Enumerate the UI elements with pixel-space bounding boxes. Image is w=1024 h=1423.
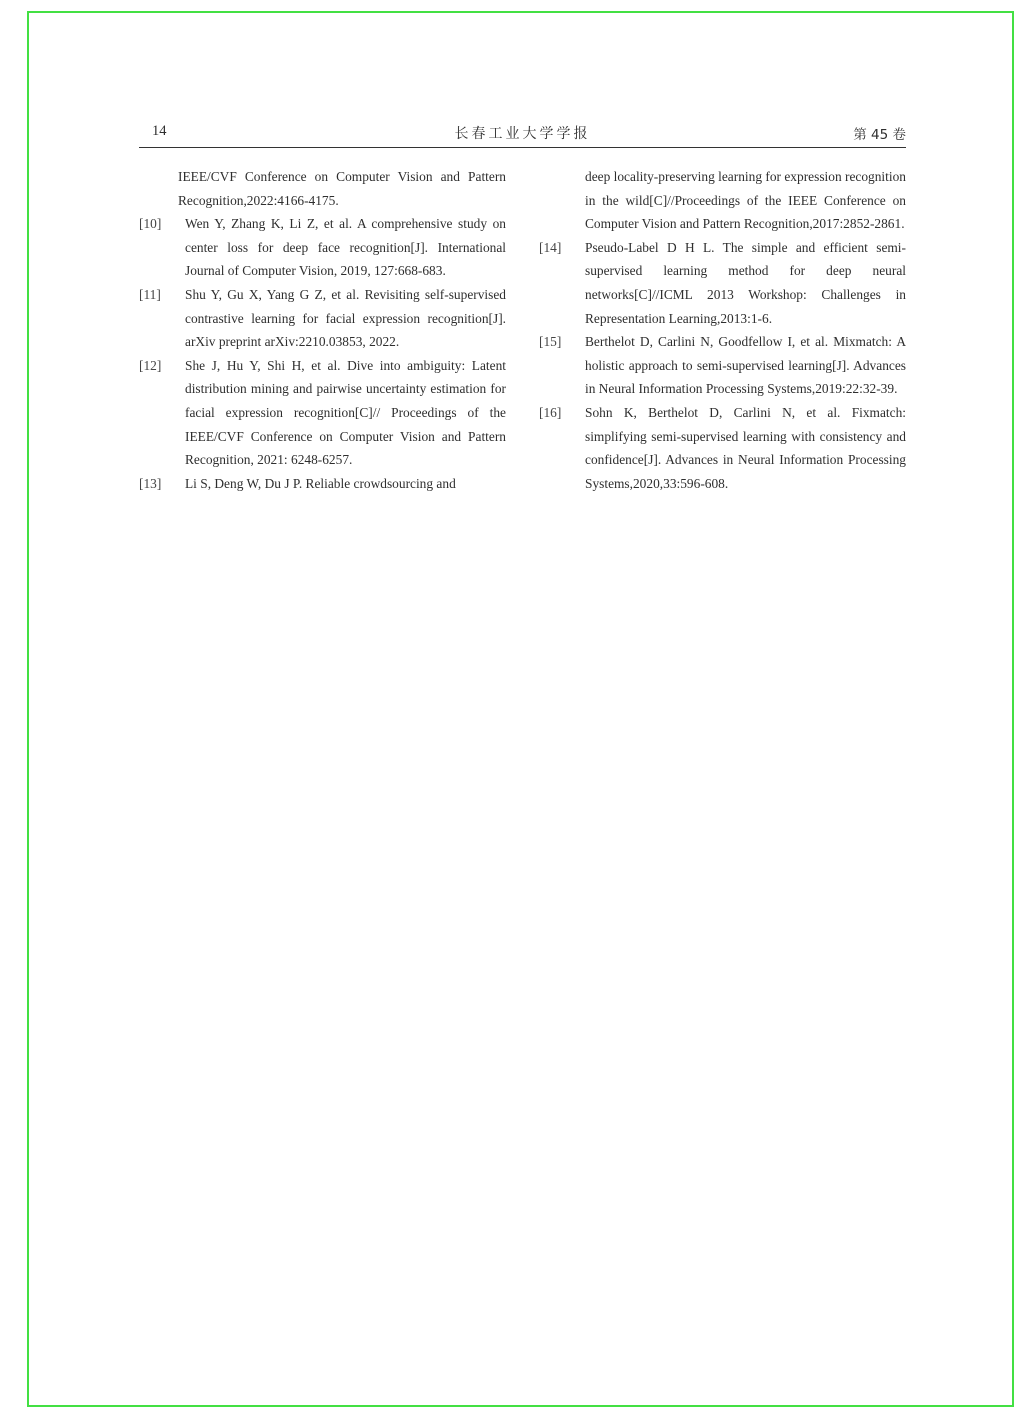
running-header [139, 120, 906, 148]
volume-label: 第 45 卷 [853, 127, 906, 143]
reference-text: She J, Hu Y, Shi H, et al. Dive into ambiguity: Latent distribution mining and pairwise uncertainty estimation for facial expression recognition[C]// Proceedings of the IEEE/CVF Conference on Computer Vision and Pattern Recognition, 2021: 6248-6257. [185, 357, 506, 468]
reference-number: [13] [139, 475, 162, 491]
reference-column-left [139, 165, 506, 495]
reference-item [539, 236, 906, 330]
reference-number: [11] [139, 286, 161, 302]
reference-text: Wen Y, Zhang K, Li Z, et al. A comprehensive study on center loss for deep face recognition[J]. International Journal of Computer Vision, 2019, 127:668-683. [185, 216, 506, 279]
reference-text: Sohn K, Berthelot D, Carlini N, et al. Fixmatch: simplifying semi-supervised learning with consistency and confidence[J]. Advances in Neural Information Processing Systems,2020,33:596-608. [585, 404, 906, 491]
reference-item [539, 330, 906, 401]
reference-continuation: deep locality-preserving learning for expression recognition in the wild[C]//Proceedings of the IEEE Conference on Computer Vision and Pattern Recognition,2017:2852-2861. [585, 169, 906, 232]
reference-number: [16] [539, 404, 562, 420]
reference-number: [15] [539, 334, 562, 350]
reference-item [139, 354, 506, 472]
reference-item [139, 283, 506, 354]
reference-text: Li S, Deng W, Du J P. Reliable crowdsourcing and [185, 475, 456, 491]
reference-number: [10] [139, 216, 162, 232]
reference-text: Berthelot D, Carlini N, Goodfellow I, et al. Mixmatch: A holistic approach to semi-supervised learning[J]. Advances in Neural Information Processing Systems,2019:22:32-39. [585, 334, 906, 397]
reference-item [139, 472, 506, 496]
reference-item [139, 212, 506, 283]
reference-column-right [539, 165, 906, 495]
reference-text: Shu Y, Gu X, Yang G Z, et al. Revisiting self-supervised contrastive learning for facial expression recognition[J]. arXiv preprint arXiv:2210.03853, 2022. [185, 286, 506, 350]
reference-continuation: IEEE/CVF Conference on Computer Vision and Pattern Recognition,2022:4166-4175. [178, 169, 506, 208]
reference-item [539, 401, 906, 495]
reference-number: [14] [539, 239, 562, 255]
reference-number: [12] [139, 357, 162, 373]
reference-text: Pseudo-Label D H L. The simple and efficient semi-supervised learning method for deep neural networks[C]//ICML 2013 Workshop: Challenges in Representation Learning,2013:1-6. [585, 239, 906, 326]
journal-name: 长春工业大学学报 [454, 126, 591, 142]
page-number: 14 [152, 123, 167, 139]
